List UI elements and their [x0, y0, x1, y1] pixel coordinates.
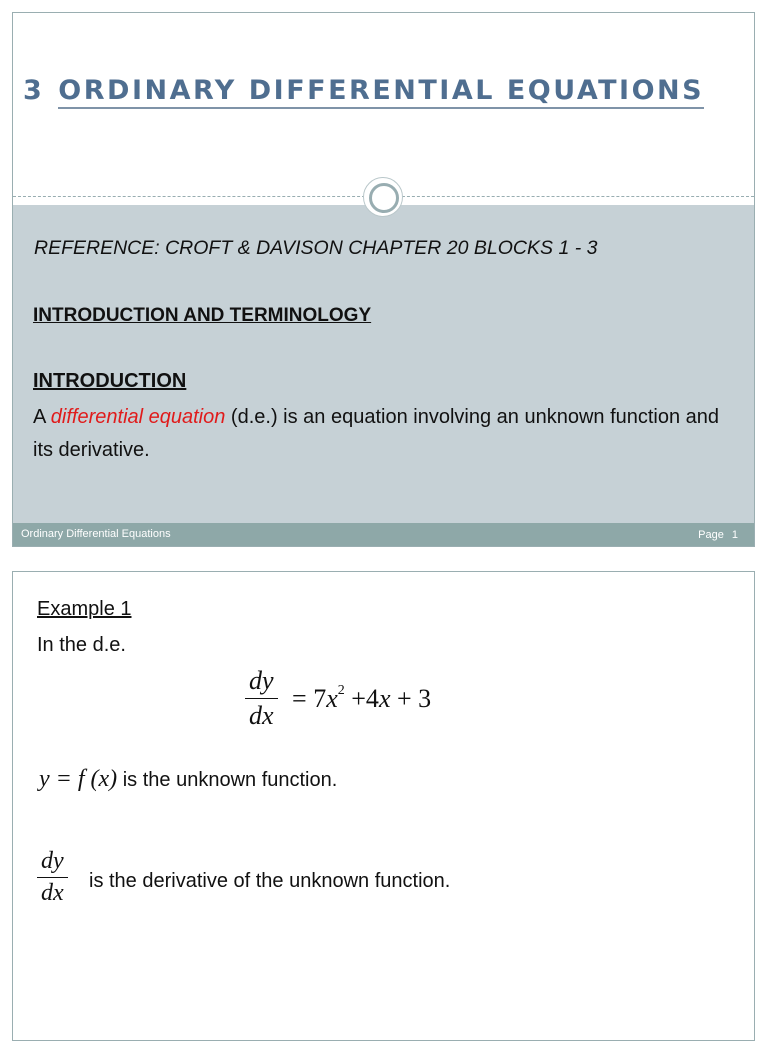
rhs-pre: = 7 [292, 684, 327, 713]
section-number: 3 [23, 75, 45, 106]
derivative-text: is the derivative of the unknown function. [89, 870, 451, 892]
page-label: Page [698, 529, 724, 541]
footer-page [698, 529, 738, 541]
example-intro: In the d.e. [37, 634, 126, 656]
reference-line: REFERENCE: CROFT & DAVISON CHAPTER 20 BLOCKS 1 - 3 [34, 237, 598, 259]
intro-suffix: (d.e.) is an equation involving an unknown function and its derivative. [33, 406, 720, 461]
dy-dx-fraction [245, 666, 278, 731]
equation-rhs [292, 683, 431, 714]
page-number: 1 [731, 529, 738, 541]
example-title: Example 1 [37, 598, 132, 620]
slide-footer [13, 523, 754, 547]
rhs-mid: +4 [344, 684, 379, 713]
main-equation [245, 666, 431, 731]
footer-title: Ordinary Differential Equations [21, 528, 171, 540]
intro-prefix: A [33, 406, 51, 428]
intro-paragraph [33, 401, 733, 467]
fraction-denominator: dx [249, 701, 274, 730]
function-text: is the unknown function. [117, 769, 338, 791]
unknown-function-line [39, 766, 337, 793]
derivative-denominator: dx [41, 880, 64, 906]
title-text: ORDINARY DIFFERENTIAL EQUATIONS [58, 75, 704, 109]
rhs-var: x [326, 684, 338, 713]
derivative-fraction [37, 848, 68, 907]
derivative-frac [37, 848, 68, 907]
rhs-exponent: 2 [337, 683, 345, 698]
rhs-post: + 3 [390, 684, 432, 713]
slide-2 [12, 571, 755, 1041]
subheading: INTRODUCTION [33, 370, 187, 392]
slide-1 [12, 12, 755, 547]
rhs-var2: x [378, 684, 391, 713]
section-heading: INTRODUCTION AND TERMINOLOGY [33, 305, 372, 326]
fraction-numerator: dy [245, 666, 278, 699]
derivative-numerator: dy [37, 848, 68, 878]
slide-title [23, 75, 704, 109]
ring-ornament-icon [363, 177, 403, 217]
function-math: y = f (x) [39, 766, 118, 792]
highlight-term: differential equation [50, 406, 226, 428]
